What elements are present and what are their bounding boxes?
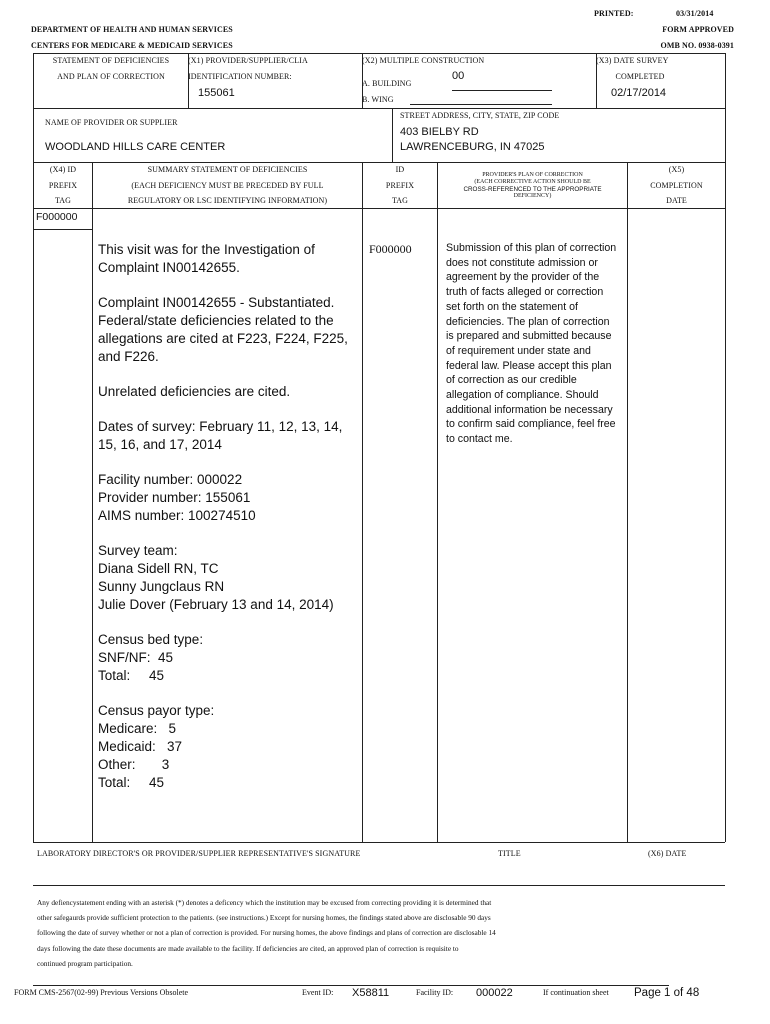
- title-label: TITLE: [498, 849, 521, 858]
- x3-label: (X3) DATE SURVEY: [596, 56, 669, 65]
- id-header-line3: TAG: [391, 196, 409, 205]
- facility-id-label: Facility ID:: [416, 988, 454, 997]
- x4-header-line1: (X4) ID: [49, 165, 77, 174]
- form-number: FORM CMS-2567(02-99) Previous Versions Obsolete: [14, 988, 189, 997]
- survey-date-value: 02/17/2014: [611, 87, 667, 99]
- disclaimer-line: continued program participation.: [37, 958, 133, 968]
- census-payor-block: [98, 702, 353, 792]
- x4-header-line2: PREFIX: [48, 181, 78, 190]
- x6-date-label: (X6) DATE: [648, 849, 687, 858]
- department-title: DEPARTMENT OF HEALTH AND HUMAN SERVICES: [31, 25, 233, 34]
- provider-name-value: WOODLAND HILLS CARE CENTER: [45, 141, 226, 153]
- disclaimer: [37, 895, 496, 971]
- omb-number: OMB NO. 0938-0391: [660, 41, 734, 50]
- plan-of-correction-text: Submission of this plan of correction does not constitute admission or agreement by the provider of the truth of facts alleged or correction set forth on the statement of deficiencies. The plan of correction is prepared and submitted because of requirement under state and federal law. Please accept this plan of correction as our credible allegation of compliance. Should additional information be necessary to confirm said compliance, feel free to contact me.: [446, 242, 617, 446]
- building-label: A. BUILDING: [362, 79, 412, 88]
- census-payor-medicaid: Medicaid: 37: [98, 739, 183, 754]
- facility-id-value: 000022: [476, 987, 513, 999]
- census-bed-label: Census bed type:: [98, 632, 204, 647]
- plan-header-line3: CROSS-REFERENCED TO THE APPROPRIATE: [463, 186, 602, 193]
- address-label: STREET ADDRESS, CITY, STATE, ZIP CODE: [400, 111, 560, 120]
- page-number: Page 1 of 48: [634, 987, 700, 999]
- summary-header-line1: SUMMARY STATEMENT OF DEFICIENCIES: [147, 165, 308, 174]
- building-underline: [452, 90, 552, 91]
- disclaimer-line: Any defiencystatement ending with an asterisk (*) denotes a deficency which the institution may be excused from correcting providing it is determined that: [37, 898, 492, 907]
- event-id-value: X58811: [352, 987, 390, 999]
- tag-left: F000000: [36, 211, 78, 223]
- x4-header-line3: TAG: [54, 196, 72, 205]
- form-approved: FORM APPROVED: [662, 25, 734, 34]
- aims-number: AIMS number: 100274510: [98, 508, 256, 523]
- surveyor-name: Sunny Jungclaus RN: [98, 579, 225, 594]
- x1-label2: IDENTIFICATION NUMBER:: [188, 72, 292, 81]
- provider-id-value: 155061: [198, 87, 235, 99]
- printed-date: 03/31/2014: [676, 9, 714, 18]
- address-line1: 403 BIELBY RD: [400, 126, 479, 138]
- survey-team-block: [98, 542, 353, 614]
- id-header-line2: PREFIX: [385, 181, 415, 190]
- centers-title: CENTERS FOR MEDICARE & MEDICAID SERVICES: [31, 41, 233, 50]
- statement-label-line1: STATEMENT OF DEFICIENCIES: [52, 56, 170, 65]
- x3-label2: COMPLETED: [615, 72, 665, 81]
- disclaimer-line: other safegaurds provide sufficient protection to the patients. (see instructions.) Except for nursing homes, the findings stated above are disclosable 90 days: [37, 913, 491, 923]
- facility-block: [98, 471, 353, 525]
- plan-header-line1: PROVIDER'S PLAN OF CORRECTION: [482, 172, 583, 178]
- provider-name-label: NAME OF PROVIDER OR SUPPLIER: [45, 118, 178, 127]
- disclaimer-line: days following the date these documents are made available to the facility. If deficiencies are cited, an approved plan of correction is requisite to: [37, 943, 459, 953]
- summary-paragraph: Dates of survey: February 11, 12, 13, 14, 15, 16, and 17, 2014: [98, 419, 343, 452]
- wing-label: B. WING: [362, 95, 394, 104]
- building-value: 00: [452, 70, 465, 82]
- summary-paragraph: Unrelated deficiencies are cited.: [98, 384, 291, 399]
- plan-header-line4: DEFICIENCY): [513, 193, 552, 199]
- survey-team-label: Survey team:: [98, 543, 178, 558]
- plan-header-line2: (EACH CORRECTIVE ACTION SHOULD BE: [474, 179, 591, 185]
- footer-rule: [33, 985, 669, 986]
- provider-number: Provider number: 155061: [98, 490, 251, 505]
- summary-paragraph: This visit was for the Investigation of Complaint IN00142655.: [98, 242, 315, 275]
- x5-header-line2: COMPLETION: [650, 181, 703, 190]
- address-line2: LAWRENCEBURG, IN 47025: [400, 141, 545, 153]
- census-payor-medicare: Medicare: 5: [98, 721, 177, 736]
- x5-header-line3: DATE: [666, 196, 687, 205]
- census-bed-snf: SNF/NF: 45: [98, 650, 174, 665]
- continuation-label: If continuation sheet: [543, 988, 609, 997]
- x2-label: (X2) MULTIPLE CONSTRUCTION: [362, 56, 485, 65]
- statement-label-line2: AND PLAN OF CORRECTION: [57, 72, 165, 81]
- census-payor-total: Total: 45: [98, 775, 165, 790]
- disclaimer-line: following the date of survey whether or not a plan of correction is provided. For nursing homes, the above findings and plans of correction are disclosable 14: [37, 928, 496, 938]
- x5-header-line1: (X5): [668, 165, 685, 174]
- facility-number: Facility number: 000022: [98, 472, 243, 487]
- printed-label: PRINTED:: [594, 9, 634, 18]
- tag-mid: F000000: [369, 242, 412, 256]
- id-header-line1: ID: [395, 165, 405, 174]
- director-signature-label: LABORATORY DIRECTOR'S OR PROVIDER/SUPPLIER REPRESENTATIVE'S SIGNATURE: [37, 849, 361, 858]
- summary-header-line3: REGULATORY OR LSC IDENTIFYING INFORMATION): [127, 196, 328, 205]
- census-bed-block: [98, 631, 353, 685]
- census-payor-label: Census payor type:: [98, 703, 215, 718]
- signature-rule: [33, 885, 725, 886]
- event-id-label: Event ID:: [302, 988, 334, 997]
- surveyor-name: Julie Dover (February 13 and 14, 2014): [98, 597, 334, 612]
- summary-paragraph: Complaint IN00142655 - Substantiated. Federal/state deficiencies related to the allegations are cited at F223, F224, F225, and F226.: [98, 295, 348, 364]
- summary-header-line2: (EACH DEFICIENCY MUST BE PRECEDED BY FULL: [131, 181, 324, 190]
- surveyor-name: Diana Sidell RN, TC: [98, 561, 219, 576]
- census-bed-total: Total: 45: [98, 668, 165, 683]
- summary-statement: [98, 241, 353, 809]
- x1-label: (X1) PROVIDER/SUPPLIER/CLIA: [188, 56, 308, 65]
- wing-underline: [410, 104, 552, 105]
- census-payor-other: Other: 3: [98, 757, 170, 772]
